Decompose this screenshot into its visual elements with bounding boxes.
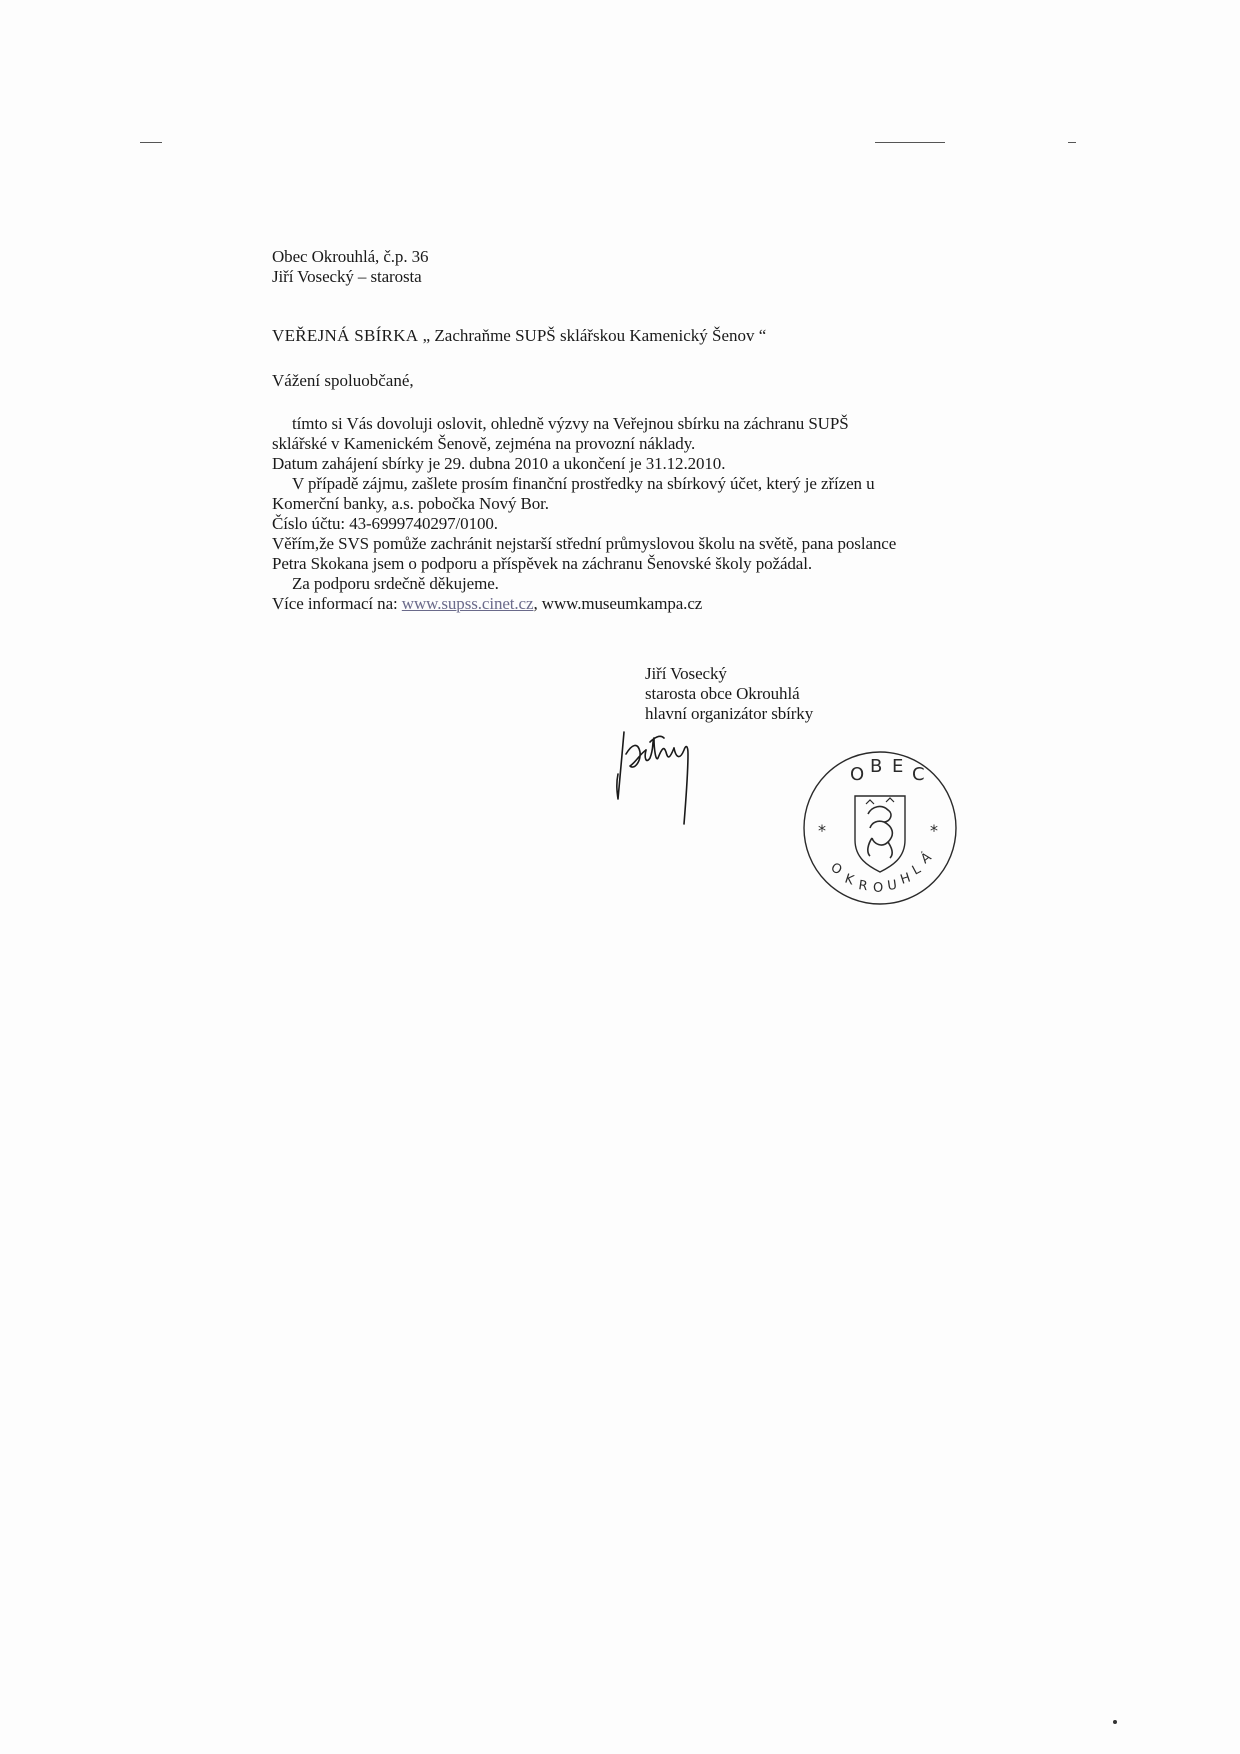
stamp-letter-o3: O <box>873 881 884 896</box>
closing-title: hlavní organizátor sbírky <box>645 704 814 723</box>
link-museumkampa[interactable]: www.museumkampa.cz <box>541 594 703 613</box>
stamp-letter-b: B <box>870 756 883 777</box>
closing-name: Jiří Vosecký <box>645 664 727 683</box>
heading-caps: VEŘEJNÁ SBÍRKA <box>272 326 419 345</box>
stamp-star-left-icon: * <box>818 821 826 840</box>
body-p1-line2: sklářské v Kamenickém Šenově, zejména na provozní náklady. <box>272 434 696 453</box>
scan-dot <box>1113 1720 1117 1724</box>
sender-block <box>272 247 428 287</box>
body-p6: Za podporu srdečně děkujeme. <box>292 574 499 593</box>
letter-heading <box>272 326 766 346</box>
closing-block <box>645 664 813 724</box>
closing-role: starosta obce Okrouhlá <box>645 684 800 703</box>
coat-of-arms-icon <box>855 796 905 872</box>
stamp-letter-e: E <box>892 756 904 777</box>
scan-mark-right <box>875 142 945 143</box>
body-p2: Datum zahájení sbírky je 29. dubna 2010 a ukončení je 31.12.2010. <box>272 454 726 473</box>
stamp-letter-l: L <box>909 861 924 879</box>
sender-line-1: Obec Okrouhlá, č.p. 36 <box>272 247 429 266</box>
stamp-letter-r: R <box>857 878 869 895</box>
body-p3-line1: V případě zájmu, zašlete prosím finanční prostředky na sbírkový účet, který je zřízen u <box>292 474 875 493</box>
salutation: Vážení spoluobčané, <box>272 371 414 390</box>
link-supss[interactable]: www.supss.cinet.cz <box>401 594 534 613</box>
municipal-stamp <box>800 748 960 908</box>
stamp-letter-u: U <box>886 877 898 894</box>
scan-mark-left <box>140 142 162 143</box>
stamp-star-right-icon: * <box>930 821 938 840</box>
stamp-letter-k: K <box>842 871 856 889</box>
body-p5-line1: Věřím,že SVS pomůže zachránit nejstarší střední průmyslovou školu na světě, pana poslance <box>272 534 897 553</box>
body-p3-line2: Komerční banky, a.s. pobočka Nový Bor. <box>272 494 549 513</box>
body-p4: Číslo účtu: 43-6999740297/0100. <box>272 514 498 533</box>
stamp-letter-o2: O <box>828 860 845 879</box>
scan-mark-far-right <box>1068 142 1076 143</box>
stamp-letter-c: C <box>912 764 925 785</box>
stamp-letter-a: Á <box>918 849 935 868</box>
sender-line-2: Jiří Vosecký – starosta <box>272 267 422 286</box>
letter-body <box>272 414 896 614</box>
body-p1-line1: tímto si Vás dovoluji oslovit, ohledně výzvy na Veřejnou sbírku na záchranu SUPŠ <box>292 414 849 433</box>
handwritten-signature <box>610 724 720 844</box>
more-info-label: Více informací na: <box>272 594 402 613</box>
link-separator: , <box>533 594 542 613</box>
stamp-letter-h: H <box>898 870 913 888</box>
more-info-line <box>272 594 896 614</box>
body-p5-line2: Petra Skokana jsem o podporu a příspěvek na záchranu Šenovské školy požádal. <box>272 554 813 573</box>
stamp-letter-o: O <box>850 764 865 785</box>
heading-title: „ Zachraňme SUPŠ sklářskou Kamenický Šenov “ <box>418 326 767 345</box>
